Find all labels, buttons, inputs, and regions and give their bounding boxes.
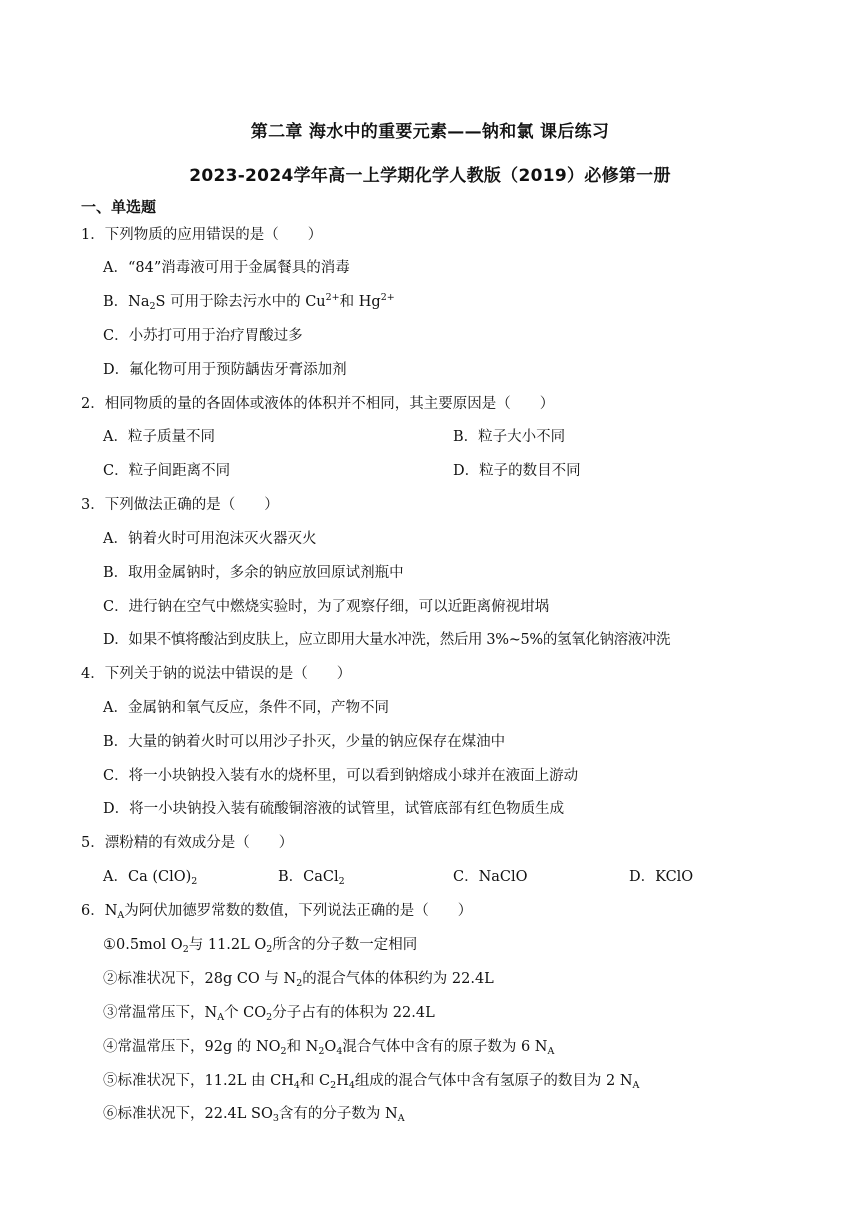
question-6-stem: 6．$N_A$为阿伏加德罗常数的数值，下列说法正确的是（ ） [81,903,473,921]
q6-statement-6: ⑥标准状况下，22.4L $SO_3$含有的分子数为 $N_A$ [103,1106,405,1124]
q4-option-c: C．将一小块钠投入装有水的烧杯里，可以看到钠熔成小球并在液面上游动 [103,768,579,784]
q1-option-b: B．$Na_2S$ 可用于除去污水中的 $Cu^{2+}$和 $Hg^{2+}$ [103,292,395,312]
q4-option-d: D．将一小块钠投入装有硫酸铜溶液的试管里，试管底部有红色物质生成 [103,801,565,817]
doc-title: 第二章 海水中的重要元素——钠和氯 课后练习 [250,122,610,142]
q3-option-b: B．取用金属钠时，多余的钠应放回原试剂瓶中 [103,565,404,581]
q6-statement-2: ②标准状况下，28g CO 与 $N_2$的混合气体的体积约为 22.4L [103,971,494,989]
question-4-stem: 4．下列关于钠的说法中错误的是（ ） [81,666,352,682]
section-heading: 一、单选题 [81,198,157,216]
q2-option-c: C．粒子间距离不同 [103,463,231,479]
q6-statement-5: ⑤标准状况下，11.2L 由 $CH_4$和 $C_2H_4$组成的混合气体中含有氢原子的数目为 2 $N_A$ [103,1073,640,1091]
q1-option-a: A．“84”消毒液可用于金属餐具的消毒 [103,260,350,276]
q3-option-c: C．进行钠在空气中燃烧实验时，为了观察仔细，可以近距离俯视坩埚 [103,599,550,615]
q2-option-b: B．粒子大小不同 [453,429,566,445]
q3-option-d: D．如果不慎将酸沾到皮肤上，应立即用大量水冲洗，然后用 3%~5%的氢氧化钠溶液冲洗 [103,632,671,648]
q6-statement-1: ①0.5mol $O_2$与 11.2L $O_2$所含的分子数一定相同 [103,937,418,955]
question-5-stem: 5．漂粉精的有效成分是（ ） [81,835,294,851]
q5-option-d: D．KClO [629,869,694,885]
q1-option-d: D．氟化物可用于预防龋齿牙膏添加剂 [103,362,347,378]
q4-option-a: A．金属钠和氧气反应，条件不同，产物不同 [103,700,389,716]
q6-statement-3: ③常温常压下，$N_A$个 $CO_2$分子占有的体积为 22.4L [103,1005,435,1023]
question-3-stem: 3．下列做法正确的是（ ） [81,497,279,513]
q5-option-c: C．NaClO [453,869,528,885]
question-2-stem: 2．相同物质的量的各固体或液体的体积并不相同，其主要原因是（ ） [81,396,555,412]
q2-option-a: A．粒子质量不同 [103,429,215,445]
q5-option-a: A．Ca $(ClO)_2$ [103,869,198,887]
doc-subtitle: 2023-2024学年高一上学期化学人教版（2019）必修第一册 [189,166,671,186]
question-1-stem: 1．下列物质的应用错误的是（ ） [81,227,323,243]
q5-option-b: B．CaCl$_2$ [278,869,345,887]
q1-option-c: C．小苏打可用于治疗胃酸过多 [103,328,303,344]
q3-option-a: A．钠着火时可用泡沫灭火器灭火 [103,531,317,547]
q4-option-b: B．大量的钠着火时可以用沙子扑灭，少量的钠应保存在煤油中 [103,734,506,750]
q6-statement-4: ④常温常压下，92g 的 $NO_2$和 $N_2O_4$混合气体中含有的原子数为 6 $N_A$ [103,1039,555,1057]
q2-option-d: D．粒子的数目不同 [453,463,581,479]
